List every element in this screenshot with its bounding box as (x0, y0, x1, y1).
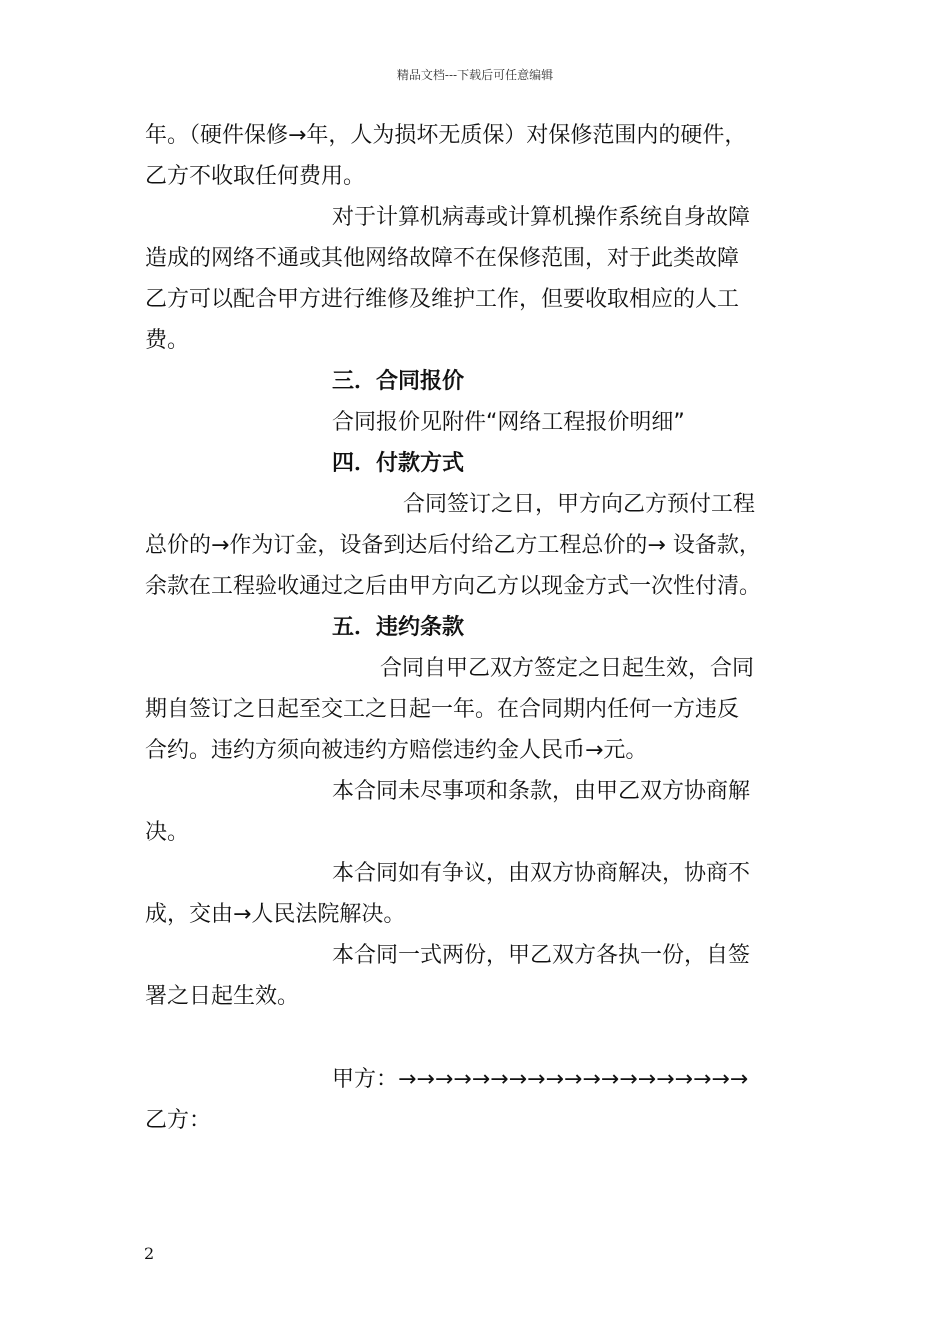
body-line: 费。 (145, 328, 190, 353)
section-heading-quote: 三．合同报价 (332, 369, 465, 394)
body-line: 造成的网络不通或其他网络故障不在保修范围，对于此类故障 (145, 246, 740, 271)
page-number: 2 (144, 1244, 155, 1263)
body-line: 合同报价见附件“网络工程报价明细” (332, 410, 685, 435)
section-heading-breach: 五．违约条款 (332, 615, 465, 640)
body-line: 余款在工程验收通过之后由甲方向乙方以现金方式一次性付清。 (145, 574, 762, 599)
body-line: 成，交由→人民法院解决。 (145, 902, 406, 927)
signature-party-a: 甲方：→→→→→→→→→→→→→→→→→→→ (332, 1067, 749, 1092)
body-line: 合同签订之日，甲方向乙方预付工程 (403, 492, 756, 517)
body-line: 署之日起生效。 (145, 984, 300, 1009)
body-line: 期自签订之日起至交工之日起一年。在合同期内任何一方违反 (145, 697, 740, 722)
signature-party-b: 乙方： (145, 1108, 212, 1133)
body-line: 年。（硬件保修→年，人为损坏无质保）对保修范围内的硬件， (145, 123, 747, 148)
body-line: 本合同如有争议，由双方协商解决，协商不 (332, 861, 751, 886)
body-line: 合同自甲乙双方签定之日起生效，合同 (380, 656, 755, 681)
section-heading-payment: 四．付款方式 (332, 451, 465, 476)
body-line: 乙方不收取任何费用。 (145, 164, 366, 189)
body-line: 决。 (145, 820, 190, 845)
body-line: 乙方可以配合甲方进行维修及维护工作，但要收取相应的人工 (145, 287, 740, 312)
body-line: 总价的→作为订金，设备到达后付给乙方工程总价的→ 设备款， (145, 533, 761, 558)
body-line: 合约。违约方须向被违约方赔偿违约金人民币→元。 (145, 738, 648, 763)
body-line: 对于计算机病毒或计算机操作系统自身故障 (332, 205, 751, 230)
body-line: 本合同一式两份，甲乙双方各执一份，自签 (332, 943, 751, 968)
body-line: 本合同未尽事项和条款，由甲乙双方协商解 (332, 779, 751, 804)
document-header: 精品文档---下载后可任意编辑 (396, 68, 554, 82)
